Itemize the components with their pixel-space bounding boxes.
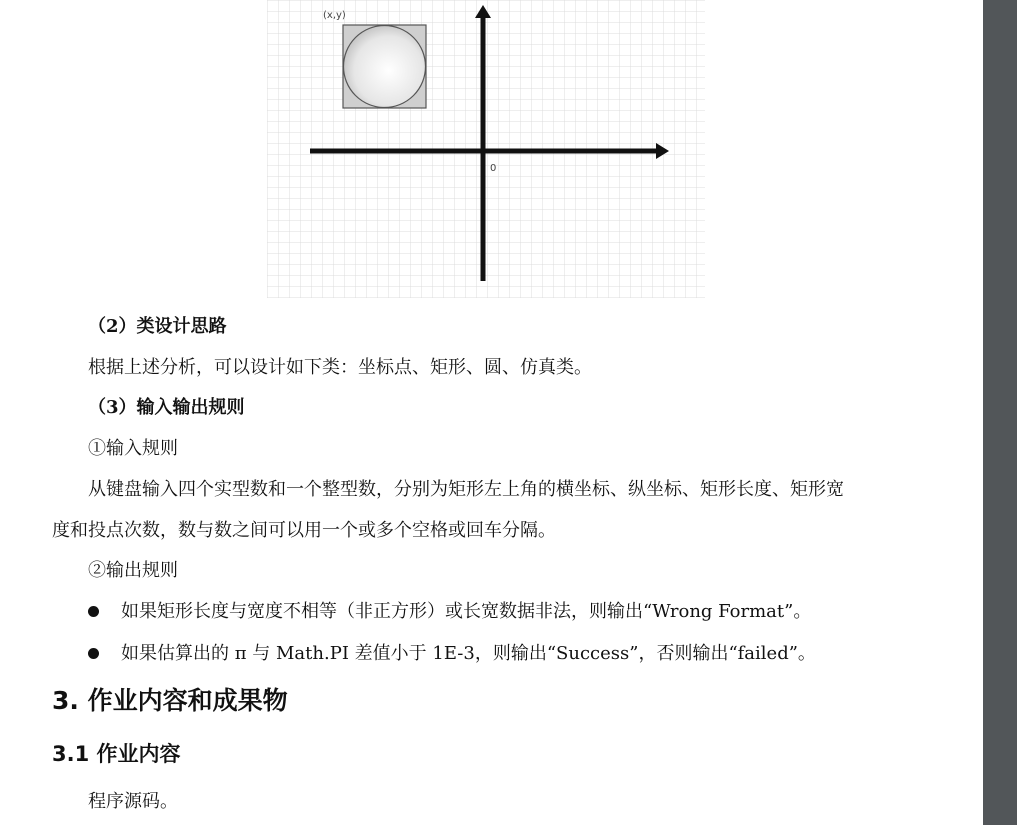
bullet-dot <box>88 606 99 617</box>
output-rule-2: 如果估算出的 π 与 Math.PI 差值小于 1E-3，则输出“Success”，否则输出“failed”。 <box>121 643 816 664</box>
output-rules-title: ②输出规则 <box>88 560 178 581</box>
chapter-3-heading: 3. 作业内容和成果物 <box>52 686 288 715</box>
coordinate-diagram-svg <box>267 0 705 298</box>
class-design-heading: （2）类设计思路 <box>88 316 227 337</box>
class-design-text: 根据上述分析，可以设计如下类：坐标点、矩形、圆、仿真类。 <box>88 357 592 378</box>
io-rules-heading: （3）输入输出规则 <box>88 397 245 418</box>
coordinate-diagram <box>267 0 705 298</box>
bullet-dot <box>88 648 99 659</box>
input-rules-line-1: 从键盘输入四个实型数和一个整型数，分别为矩形左上角的横坐标、纵坐标、矩形长度、矩形宽 <box>88 479 844 500</box>
input-rules-title: ①输入规则 <box>88 438 178 459</box>
circle-shape <box>344 26 426 108</box>
viewer-scrollbar[interactable] <box>983 0 1017 825</box>
origin-label: 0 <box>490 163 497 174</box>
section-3-1-text: 程序源码。 <box>88 791 178 812</box>
section-3-1-heading: 3.1 作业内容 <box>52 742 181 766</box>
output-rule-1: 如果矩形长度与宽度不相等（非正方形）或长宽数据非法，则输出“Wrong Format”。 <box>121 601 812 622</box>
point-label: (x,y) <box>323 10 346 21</box>
input-rules-line-2: 度和投点次数，数与数之间可以用一个或多个空格或回车分隔。 <box>52 520 556 541</box>
